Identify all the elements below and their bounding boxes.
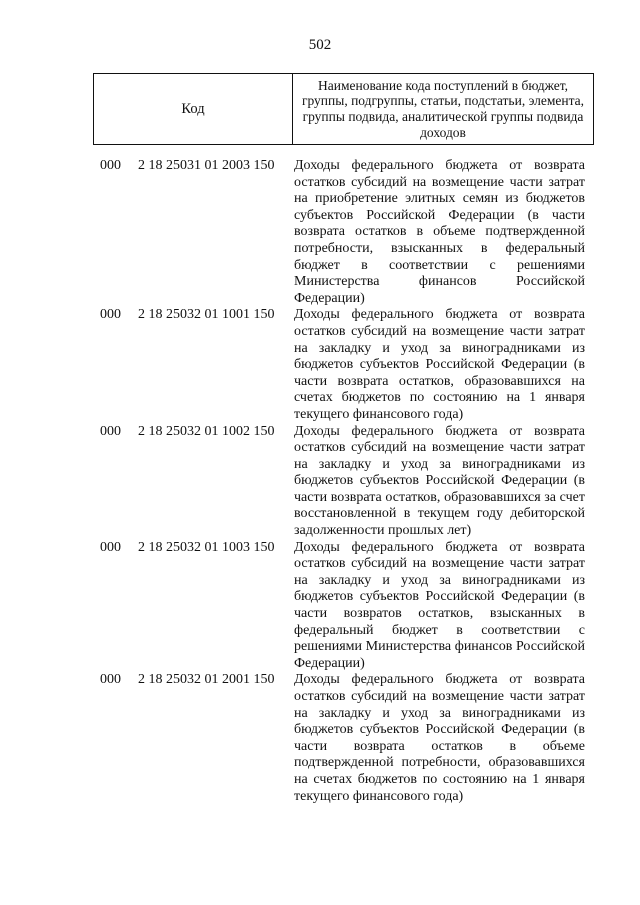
- table-row: [100, 540, 594, 673]
- row-prefix: 000: [100, 539, 121, 555]
- header-name-column: Наименование кода поступлений в бюджет, группы, подгруппы, статьи, подстатьи, элемента, группы подвида, аналитической группы подвида доходов: [301, 77, 585, 140]
- header-code-column: Код: [94, 74, 293, 144]
- table-row: [100, 158, 594, 307]
- row-description: Доходы федерального бюджета от возврата остатков субсидий на возмещение части затрат на приобретение элитных семян из бюджетов субъектов Российской Федерации (в части возврата остатков в объеме подтвержденной потребности, взысканных в федеральный бюджет в соответствии с решениями Министерства финансов Российской Федерации): [294, 158, 585, 306]
- row-prefix: 000: [100, 423, 121, 439]
- row-description: Доходы федерального бюджета от возврата остатков субсидий на возмещение части затрат на закладку и уход за виноградниками из бюджетов субъектов Российской Федерации (в части возврата остатков, образовавшихся на счетах бюджетов по состоянию на 1 января текущего финансового года): [294, 307, 585, 422]
- row-prefix: 000: [100, 307, 121, 323]
- row-code: 2 18 25032 01 1001 150: [138, 307, 275, 323]
- row-prefix: 000: [100, 158, 121, 173]
- table-header: [93, 73, 594, 145]
- row-description: Доходы федерального бюджета от возврата остатков субсидий на возмещение части затрат на закладку и уход за виноградниками из бюджетов субъектов Российской Федерации (в части возвратов остатков, взысканных в федеральный бюджет в соответствии с решениями Министерства финансов Российской Федерации): [294, 539, 585, 671]
- page-number: 502: [308, 37, 332, 53]
- row-prefix: 000: [100, 672, 121, 688]
- row-code: 2 18 25032 01 1003 150: [138, 539, 275, 555]
- row-code: 2 18 25032 01 2001 150: [138, 672, 275, 688]
- row-code: 2 18 25031 01 2003 150: [138, 158, 275, 173]
- table-row: [100, 307, 594, 423]
- row-description: Доходы федерального бюджета от возврата остатков субсидий на возмещение части затрат на закладку и уход за виноградниками из бюджетов субъектов Российской Федерации (в части возврата остатков в объеме подтвержденной потребности, образовавшихся на счетах бюджетов по состоянию на 1 января текущего финансового года): [294, 672, 585, 804]
- table-row: [100, 672, 594, 805]
- row-description: Доходы федерального бюджета от возврата остатков субсидий на возмещение части затрат на закладку и уход за виноградниками из бюджетов субъектов Российской Федерации (в части возврата остатков, образовавшихся за счет восстановленной в текущем году дебиторской задолженности прошлых лет): [294, 423, 585, 539]
- row-code: 2 18 25032 01 1002 150: [138, 423, 275, 439]
- table-row: [100, 424, 594, 540]
- income-codes-list: [100, 158, 594, 805]
